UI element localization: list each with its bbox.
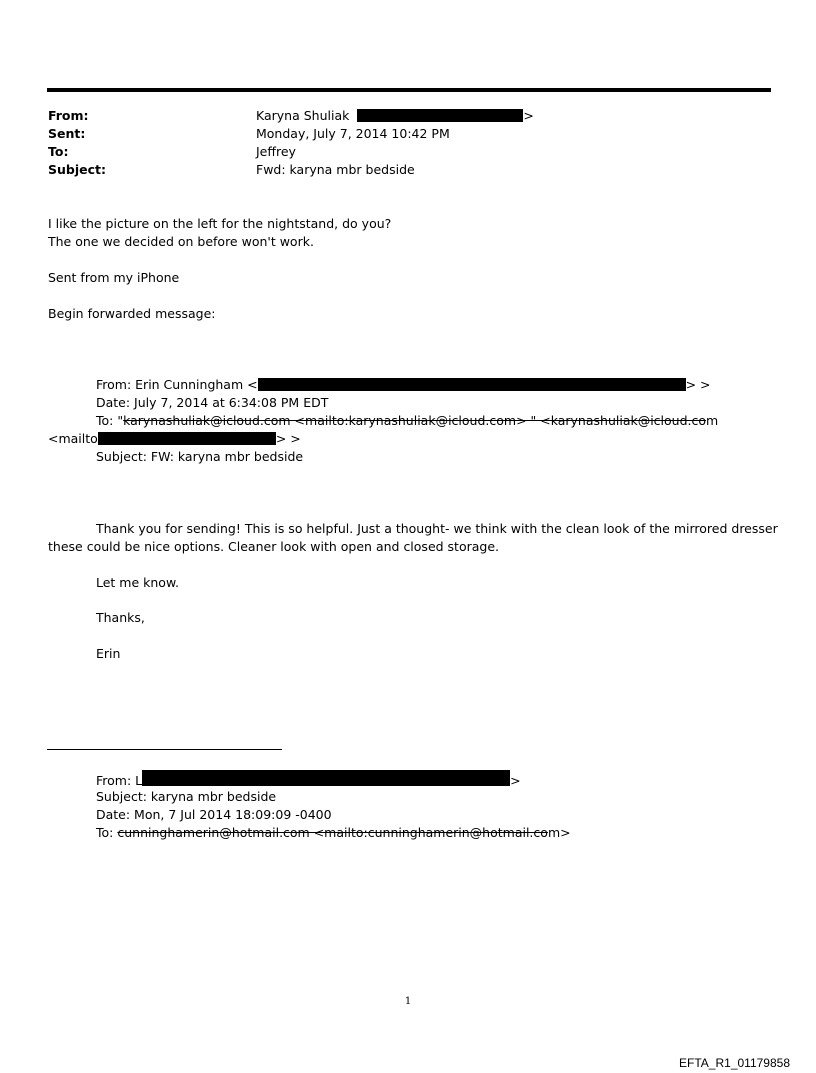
- subject-label: Subject:: [48, 162, 106, 177]
- fwd1-let-me-know: Let me know.: [96, 575, 180, 590]
- fwd2-to-struck: cunninghamerin@hotmail.com <mailto:cunninghamerin@hotmail.co: [117, 825, 548, 840]
- fwd1-thanks: Thanks,: [96, 610, 145, 625]
- separator-rule: [47, 749, 282, 750]
- fwd1-from-text: From: Erin Cunningham <: [96, 377, 258, 392]
- sent-from-iphone: Sent from my iPhone: [48, 270, 180, 285]
- header-rule: [47, 88, 771, 92]
- fwd1-to-end: m: [706, 413, 719, 428]
- redaction-bar: [357, 109, 523, 122]
- fwd1-para-line-2: these could be nice options. Cleaner look with open and closed storage.: [48, 539, 500, 554]
- redaction-bar: [258, 378, 686, 391]
- fwd1-from: [96, 376, 711, 394]
- to-label: To:: [48, 144, 69, 159]
- fwd2-date: Date: Mon, 7 Jul 2014 18:09:09 -0400: [96, 807, 332, 822]
- body-line-1: I like the picture on the left for the nightstand, do you?: [48, 216, 392, 231]
- fwd1-mailto: [48, 430, 301, 448]
- fwd2-to-end: m>: [547, 825, 571, 840]
- document-id: EFTA_R1_01179858: [679, 1056, 790, 1070]
- fwd1-date: Date: July 7, 2014 at 6:34:08 PM EDT: [96, 395, 329, 410]
- fwd2-to: [96, 824, 571, 842]
- fwd1-para-line-1: Thank you for sending! This is so helpful. Just a thought- we think with the clean look of the mirrored dresser: [96, 521, 778, 536]
- fwd2-to-prefix: To:: [96, 825, 118, 840]
- from-value: [256, 107, 534, 125]
- fwd1-subject: Subject: FW: karyna mbr bedside: [96, 449, 304, 464]
- fwd2-subject: Subject: karyna mbr bedside: [96, 789, 277, 804]
- from-label: From:: [48, 108, 89, 123]
- to-value: Jeffrey: [256, 144, 296, 159]
- fwd1-to: [96, 412, 718, 430]
- from-tail: >: [523, 108, 534, 123]
- fwd1-signature: Erin: [96, 646, 121, 661]
- fwd1-to-prefix: To: ": [96, 413, 124, 428]
- subject-value: Fwd: karyna mbr bedside: [256, 162, 415, 177]
- fwd1-mailto-prefix: <mailto: [48, 431, 98, 446]
- fwd2-from-text: From: L: [96, 773, 143, 788]
- sent-value: Monday, July 7, 2014 10:42 PM: [256, 126, 450, 141]
- fwd1-to-struck: karynashuliak@icloud.com <mailto:karynashuliak@icloud.com> " <karynashuliak@icloud.co: [123, 413, 707, 428]
- redaction-bar: [142, 770, 510, 786]
- page-number: 1: [404, 996, 412, 1007]
- fwd1-mailto-tail: > >: [275, 431, 301, 446]
- begin-forwarded: Begin forwarded message:: [48, 306, 216, 321]
- fwd2-from: [96, 770, 521, 790]
- redaction-bar: [98, 432, 276, 445]
- body-line-2: The one we decided on before won't work.: [48, 234, 314, 249]
- fwd1-from-tail: > >: [685, 377, 711, 392]
- from-name: Karyna Shuliak: [256, 108, 350, 123]
- sent-label: Sent:: [48, 126, 86, 141]
- fwd2-from-tail: >: [510, 773, 521, 788]
